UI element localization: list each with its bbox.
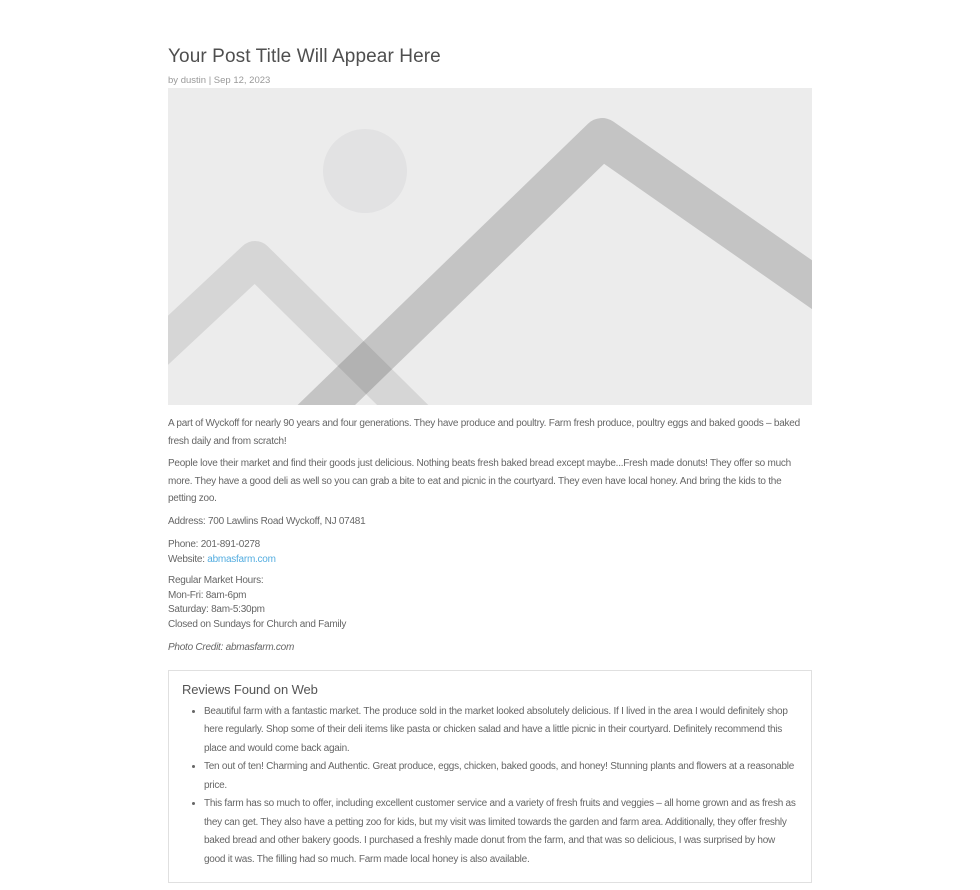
meta-separator: | (208, 75, 212, 86)
website-label: Website: (168, 553, 205, 565)
review-item: • Ten out of ten! Charming and Authentic. Great produce, eggs, chicken, baked goods, and honey! Stunning plants and flowers at a reasonable price. (204, 758, 798, 795)
post-body (168, 415, 812, 657)
reviews-list (182, 703, 798, 870)
photo-credit: Photo Credit: abmasfarm.com (168, 642, 295, 653)
review-item: • This farm has so much to offer, including excellent customer service and a variety of fresh fruits and veggies – all home grown and as fresh as they can get. They also have a petting zoo for kids, but my visit was limited towards the garden and farm area. Additionally, they offer freshly baked bread and other bakery goods. I purchased a freshly made donut from the farm, and that was so delicious, I was surprised by how good it was. The filling had so much. Farm made local honey is also available. (204, 795, 798, 869)
featured-image-placeholder (168, 88, 812, 405)
post-meta (168, 74, 812, 88)
phone-text: Phone: 201-891-0278 (168, 539, 260, 550)
review-item: • Beautiful farm with a fantastic market. The produce sold in the market looked absolutely delicious. If I lived in the area I would definitely shop here regularly. Shop some of their deli items like pasta or chicken salad and have a little picnic in their courtyard. Definitely recommend this place and would come back again. (204, 703, 798, 759)
address-text: Address: 700 Lawlins Road Wyckoff, NJ 07481 (168, 515, 366, 527)
market-paragraph: People love their market and find their goods just delicious. Nothing beats fresh baked bread except maybe...Fresh made donuts! They offer so much more. They have a good deli as well so you can grab a bite to eat and picnic in the courtyard. They even have local honey. And bring the kids to the petting zoo. (168, 458, 791, 504)
reviews-box (168, 670, 812, 884)
hours-block (168, 574, 812, 632)
author-name: dustin (180, 75, 207, 86)
page-title: Your Post Title Will Appear Here (168, 46, 441, 67)
post-article (168, 0, 812, 883)
contact-block (168, 538, 812, 567)
reviews-heading: Reviews Found on Web (182, 681, 318, 697)
byline-prefix: by (168, 75, 179, 86)
website-link[interactable]: abmasfarm.com (207, 553, 276, 565)
intro-paragraph: A part of Wyckoff for nearly 90 years and four generations. They have produce and poultry. Farm fresh produce, poultry eggs and baked goods – baked fresh daily and from scratch! (168, 418, 800, 447)
post-date: Sep 12, 2023 (213, 75, 271, 86)
hours-saturday: Saturday: 8am-5:30pm (168, 604, 265, 615)
hours-sunday: Closed on Sundays for Church and Family (168, 618, 347, 630)
sun-icon (323, 129, 407, 213)
hours-title: Regular Market Hours: (168, 575, 264, 586)
hours-weekday: Mon-Fri: 8am-6pm (168, 589, 247, 601)
website-line (168, 553, 812, 568)
